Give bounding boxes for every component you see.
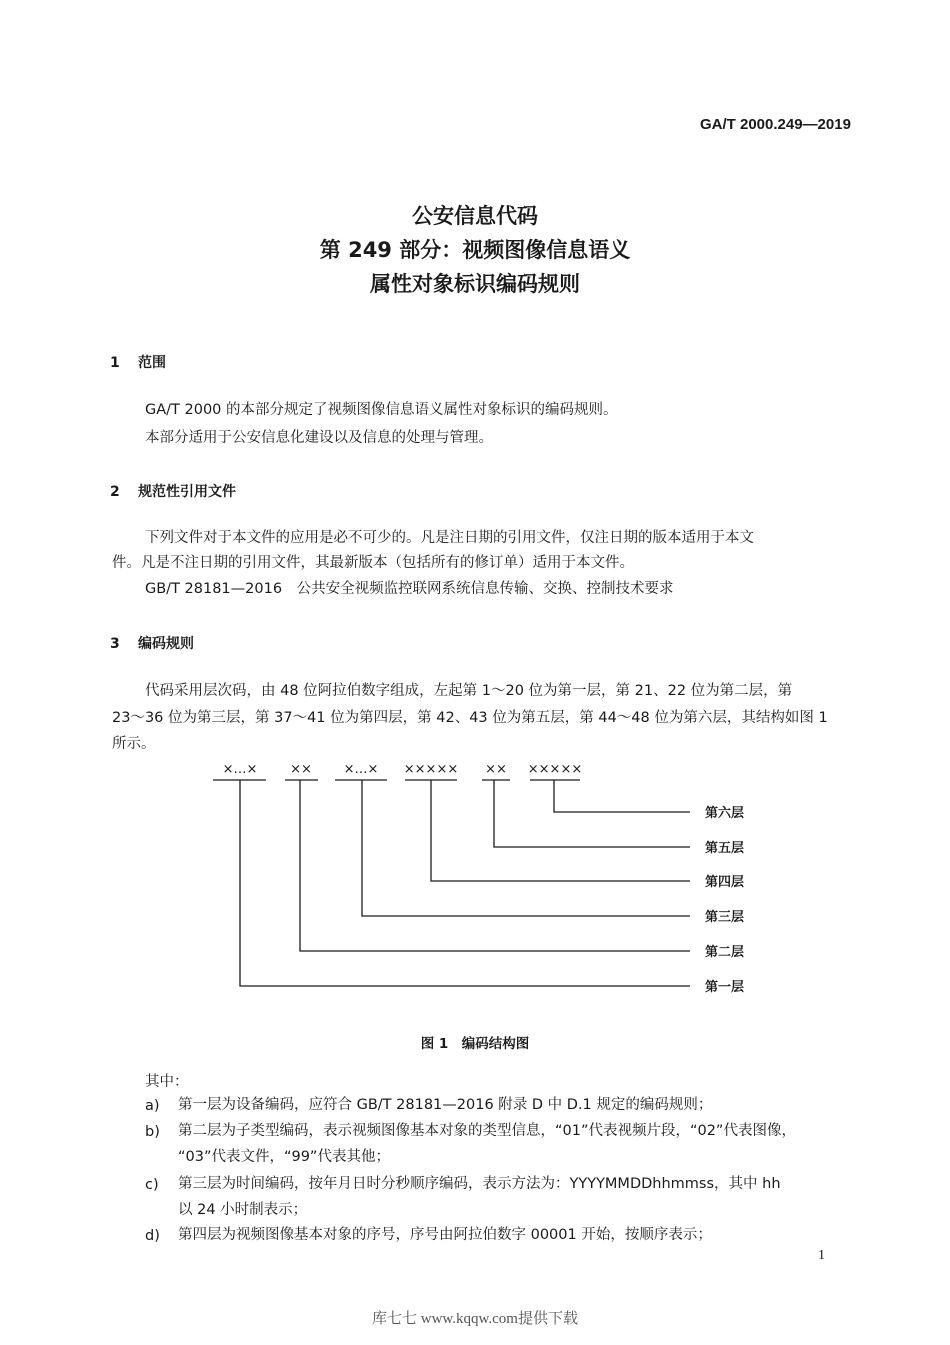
list-item-c-label: c) [145, 1177, 159, 1193]
layer-label-2: 第二层 [705, 945, 745, 960]
title-line-2: 第 249 部分：视频图像信息语义 [319, 238, 631, 262]
list-item-a-label: a) [145, 1098, 160, 1114]
segment-5: ×× [485, 762, 507, 777]
segment-1: ×…× [222, 762, 258, 777]
layer-label-4: 第四层 [705, 875, 745, 890]
list-item-c-text-line-2: 以 24 小时制表示； [178, 1202, 308, 1218]
figure-caption: 图 1 编码结构图 [420, 1036, 530, 1052]
layer-label-1: 第一层 [705, 980, 745, 995]
section-2-title: 规范性引用文件 [138, 484, 236, 500]
notes-intro: 其中： [145, 1074, 189, 1090]
list-item-b-text-line-1: 第二层为子类型编码，表示视频图像基本对象的类型信息，“01”代表视频片段，“02”代表图像， [178, 1123, 796, 1139]
section-1-title: 范围 [138, 355, 166, 371]
list-item-b-label: b) [145, 1124, 160, 1140]
page-number: 1 [818, 1248, 825, 1263]
list-item-b-text-line-2: “03”代表文件，“99”代表其他； [178, 1149, 390, 1165]
section-3-paragraph-line-1: 代码采用层次码，由 48 位阿拉伯数字组成，左起第 1～20 位为第一层，第 21、22 位为第二层，第 [145, 683, 793, 699]
title-line-3: 属性对象标识编码规则 [370, 272, 580, 296]
section-3-heading [110, 633, 194, 653]
standard-number: GA/T 2000.249—2019 [700, 116, 851, 133]
list-item-c-text-line-1: 第三层为时间编码，按年月日时分秒顺序编码，表示方法为：YYYYMMDDhhmmss，其中 hh [178, 1176, 781, 1192]
section-1-paragraph-1: GA/T 2000 的本部分规定了视频图像信息语义属性对象标识的编码规则。 [145, 402, 618, 418]
section-2-heading [110, 481, 236, 501]
layer-label-6: 第六层 [705, 806, 745, 821]
section-1-paragraph-2: 本部分适用于公安信息化建设以及信息的处理与管理。 [145, 430, 493, 446]
section-3-title: 编码规则 [138, 636, 194, 652]
list-item-a-text: 第一层为设备编码，应符合 GB/T 28181—2016 附录 D 中 D.1 规定的编码规则； [178, 1097, 713, 1113]
list-item-d-label: d) [145, 1228, 160, 1244]
section-3-paragraph-line-3: 所示。 [112, 736, 156, 752]
list-item-d-text: 第四层为视频图像基本对象的序号，序号由阿拉伯数字 00001 开始，按顺序表示； [178, 1227, 712, 1243]
section-2-number: 2 [110, 484, 120, 500]
layer-label-3: 第三层 [705, 910, 745, 925]
segment-3: ×…× [343, 762, 379, 777]
section-2-paragraph-line-2: 件。凡是不注日期的引用文件，其最新版本（包括所有的修订单）适用于本文件。 [112, 555, 634, 571]
segment-2: ×× [290, 762, 312, 777]
code-structure-diagram [0, 755, 950, 1005]
layer-label-5: 第五层 [705, 841, 745, 856]
section-1-number: 1 [110, 355, 120, 371]
section-1-heading [110, 352, 166, 372]
section-2-paragraph-line-1: 下列文件对于本文件的应用是必不可少的。凡是注日期的引用文件，仅注日期的版本适用于本文 [145, 530, 754, 546]
title-line-1: 公安信息代码 [412, 204, 538, 228]
segment-6: ××××× [527, 762, 583, 777]
section-3-paragraph-line-2: 23～36 位为第三层，第 37～41 位为第四层，第 42、43 位为第五层，第 44～48 位为第六层，其结构如图 1 [112, 710, 828, 726]
download-watermark: 库七七 www.kqqw.com提供下载 [372, 1311, 578, 1327]
segment-4: ××××× [403, 762, 459, 777]
section-3-number: 3 [110, 636, 120, 652]
normative-reference: GB/T 28181—2016 公共安全视频监控联网系统信息传输、交换、控制技术要求 [145, 581, 674, 597]
